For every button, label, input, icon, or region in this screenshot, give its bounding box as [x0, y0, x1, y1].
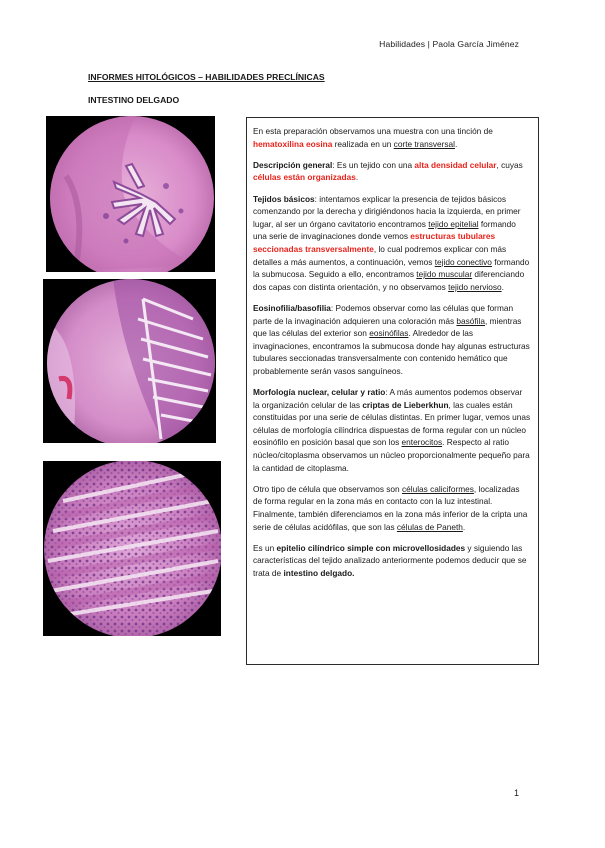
bold-term: criptas de Lieberkhun	[362, 399, 449, 410]
highlight-term: alta densidad celular	[414, 159, 497, 170]
underlined-term: basófila	[456, 315, 486, 326]
document-title: INFORMES HITOLÓGICOS – HABILIDADES PRECLÍNICAS	[88, 72, 325, 82]
text-span: diferenciando dos capas con distinta orientación, y no observamos	[253, 269, 525, 292]
paragraph-general-description	[253, 159, 531, 184]
text-span: realizada en un	[332, 138, 394, 149]
text-span: En esta preparación observamos una muestra con una tinción de	[253, 126, 493, 136]
underlined-term: corte transversal	[393, 138, 455, 149]
text-span: . Alrededor de las invaginaciones, encontramos la submucosa donde hay algunas estructuras tubulares seccionadas transversalmente con contenido hemático que probablemente serán vasos sanguíneos.	[253, 328, 530, 376]
paragraph-intro	[253, 125, 531, 150]
paragraph-conclusion	[253, 542, 531, 580]
text-span: y siguiendo las características del tejido analizado anteriormente podemos deducir que se trata de	[253, 542, 527, 578]
section-label: Tejidos básicos	[253, 193, 315, 204]
text-span: : intentamos explicar la presencia de tejidos básicos comenzando por la derecha y dirigiéndonos hacia la izquierda, en primer lugar, al ser un órgano cavitatorio encontramos	[253, 193, 521, 229]
section-label: Eosinofilia/basofilia	[253, 302, 331, 313]
highlight-stain: hematoxilina eosina	[253, 138, 333, 149]
micrograph-medium-magnification	[43, 279, 216, 443]
text-span: , las cuales están constituidas por una serie de células distintas. En primer lugar, vemos unas células de morfología cilíndrica dispuestas de forma regular con un núcleo eosinófilo en posición basal que son los	[253, 399, 531, 448]
paragraph-cell-types	[253, 483, 531, 533]
report-text-box	[246, 117, 539, 665]
section-label: Morfología nuclear, celular y ratio	[253, 387, 386, 398]
text-span: : A más aumentos podemos observar la organización celular de las	[253, 387, 523, 410]
text-span: Otro tipo de célula que observamos son	[253, 483, 402, 494]
text-span: formando la submucosa. Seguido a ello, encontramos	[253, 256, 530, 280]
text-span: . Respecto al ratio núcleo/citoplasma observamos un núcleo proporcionalmente pequeño para la cantidad de citoplasma.	[253, 437, 530, 473]
text-span: .	[355, 172, 359, 183]
bold-term: epitelio cilíndrico simple con microvellosidades	[276, 542, 466, 553]
text-span: formando una serie de invaginaciones donde vemos	[253, 218, 516, 242]
underlined-term: enterocitos	[401, 437, 443, 448]
page-number: 1	[514, 788, 520, 798]
text-span: .	[455, 138, 458, 149]
text-span: : Es un tejido con una	[332, 159, 415, 170]
micrograph-high-magnification	[43, 461, 221, 636]
micrograph-low-magnification	[46, 116, 215, 272]
text-span: , localizadas de forma regular en la zona más en contacto con la luz intestinal. Finalmente, también diferenciamos en la zona más inferior de la cripta una serie de células acidófilas, que son las	[253, 483, 528, 532]
underlined-term: tejido epitelial	[428, 218, 479, 229]
underlined-term: tejido nervioso	[448, 281, 502, 292]
section-label: Descripción general	[253, 159, 333, 170]
underlined-term: eosinófilas	[369, 328, 409, 339]
highlight-term: células están organizadas	[253, 172, 356, 183]
underlined-term: células de Paneth	[396, 521, 463, 532]
text-span: : Podemos observar como las células que forman parte de la invaginación adquieren una coloración más	[253, 302, 514, 326]
paragraph-morphology	[253, 386, 531, 474]
document-header: Habilidades | Paola García Jiménez	[379, 39, 519, 49]
highlight-term: estructuras tubulares seccionadas transversalmente	[253, 231, 496, 254]
text-span: , mientras que las células del exterior son	[253, 315, 522, 339]
underlined-term: tejido muscular	[416, 269, 473, 280]
paragraph-basic-tissues	[253, 193, 531, 294]
text-span: .	[462, 521, 466, 532]
section-subtitle: INTESTINO DELGADO	[88, 95, 180, 105]
underlined-term: tejido conectivo	[434, 256, 492, 267]
bold-term: intestino delgado.	[283, 567, 355, 578]
text-span: , cuyas	[496, 159, 523, 170]
text-span: .	[501, 281, 504, 292]
text-span: Es un	[253, 542, 277, 553]
text-span: , lo cual podremos explicar con más detalles a más aumentos, a continuación, vemos	[253, 243, 507, 267]
paragraph-eosinophilia	[253, 302, 531, 378]
underlined-term: células caliciformes	[401, 483, 474, 494]
